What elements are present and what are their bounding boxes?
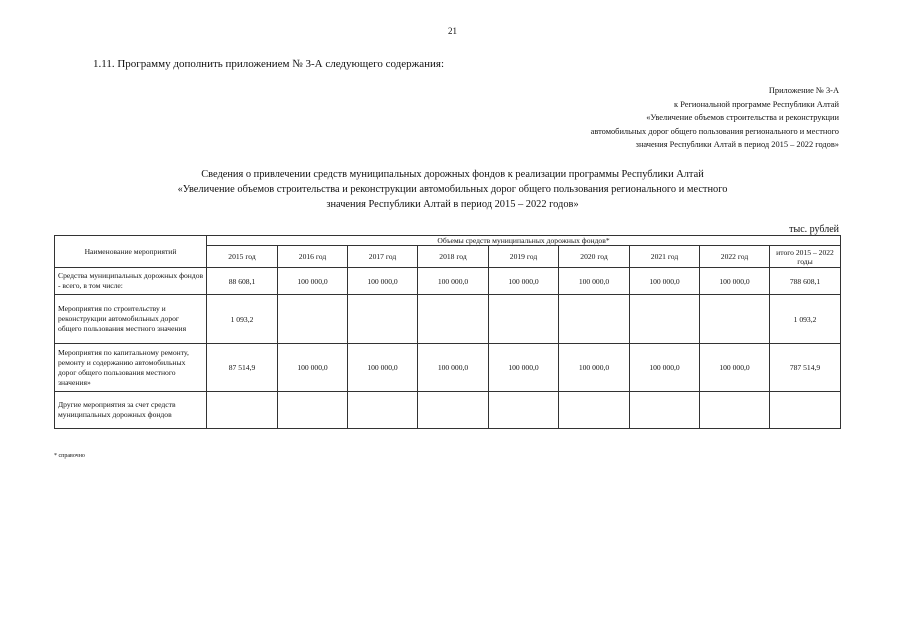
table-cell: 100 000,0 — [559, 344, 630, 392]
table-cell: 88 608,1 — [207, 268, 278, 295]
intro-paragraph: 1.11. Программу дополнить приложением № 3-А следующего содержания: — [93, 58, 445, 70]
document-heading — [0, 167, 905, 212]
table-row — [55, 295, 841, 344]
appendix-line: значения Республики Алтай в период 2015 – 2022 годов» — [635, 140, 839, 150]
table-cell — [630, 392, 700, 429]
heading-line: значения Республики Алтай в период 2015 – 2022 годов» — [326, 199, 579, 210]
table-cell: 1 093,2 — [770, 295, 841, 344]
appendix-line: автомобильных дорог общего пользования регионального и местного — [590, 126, 839, 136]
table-cell — [207, 392, 278, 429]
page-number: 21 — [448, 26, 457, 36]
table-cell — [348, 392, 418, 429]
column-header: 2016 год — [278, 246, 348, 268]
table-cell — [348, 295, 418, 344]
footnote: * справочно — [54, 453, 85, 459]
table-cell — [418, 392, 489, 429]
table-cell — [630, 295, 700, 344]
table-cell: 100 000,0 — [418, 268, 489, 295]
table-cell: 87 514,9 — [207, 344, 278, 392]
table-cell — [770, 392, 841, 429]
appendix-line: к Региональной программе Республики Алтай — [674, 99, 839, 109]
table-cell: 100 000,0 — [700, 344, 770, 392]
column-header: 2018 год — [418, 246, 489, 268]
units-label: тыс. рублей — [789, 224, 839, 235]
heading-line: «Увеличение объемов строительства и реконструкции автомобильных дорог общего пользования регионального и местного — [177, 184, 728, 195]
table-cell: 100 000,0 — [278, 344, 348, 392]
appendix-line: «Увеличение объемов строительства и реконструкции — [646, 113, 839, 123]
column-header: 2020 год — [559, 246, 630, 268]
table-row — [55, 392, 841, 429]
table-cell — [559, 295, 630, 344]
row-name: Мероприятия по строительству и реконструкции автомобильных дорог общего пользования местного значения — [55, 295, 207, 344]
table-cell: 788 608,1 — [770, 268, 841, 295]
column-header: 2019 год — [489, 246, 559, 268]
table-cell: 1 093,2 — [207, 295, 278, 344]
name-column-header: Наименование мероприятий — [55, 236, 207, 268]
table-cell — [489, 295, 559, 344]
table-cell — [489, 392, 559, 429]
table-row — [55, 268, 841, 295]
row-name: Другие мероприятия за счет средств муниципальных дорожных фондов — [55, 392, 207, 429]
row-name: Средства муниципальных дорожных фондов - всего, в том числе: — [55, 268, 207, 295]
table-cell: 100 000,0 — [559, 268, 630, 295]
table-cell: 100 000,0 — [348, 268, 418, 295]
table-cell: 100 000,0 — [278, 268, 348, 295]
table-cell — [559, 392, 630, 429]
appendix-line: Приложение № 3-А — [768, 86, 839, 95]
table-cell: 100 000,0 — [630, 268, 700, 295]
group-header: Объемы средств муниципальных дорожных фондов* — [207, 236, 841, 246]
table-cell: 787 514,9 — [770, 344, 841, 392]
table-cell: 100 000,0 — [489, 344, 559, 392]
table-cell: 100 000,0 — [700, 268, 770, 295]
table-cell: 100 000,0 — [489, 268, 559, 295]
table-cell — [278, 295, 348, 344]
column-header: 2022 год — [700, 246, 770, 268]
heading-line: Сведения о привлечении средств муниципальных дорожных фондов к реализации программы Республики Алтай — [201, 169, 704, 180]
row-name: Мероприятия по капитальному ремонту, ремонту и содержанию автомобильных дорог общего пользования местного значения» — [55, 344, 207, 392]
table-cell: 100 000,0 — [630, 344, 700, 392]
column-header: 2017 год — [348, 246, 418, 268]
appendix-block — [591, 84, 839, 152]
table-cell — [278, 392, 348, 429]
column-header: 2015 год — [207, 246, 278, 268]
table-cell: 100 000,0 — [418, 344, 489, 392]
funds-table — [54, 235, 841, 429]
table-cell — [418, 295, 489, 344]
table-cell — [700, 392, 770, 429]
column-header: 2021 год — [630, 246, 700, 268]
table-row — [55, 344, 841, 392]
table-cell — [700, 295, 770, 344]
table-cell: 100 000,0 — [348, 344, 418, 392]
column-header: итого 2015 – 2022 годы — [770, 246, 841, 268]
